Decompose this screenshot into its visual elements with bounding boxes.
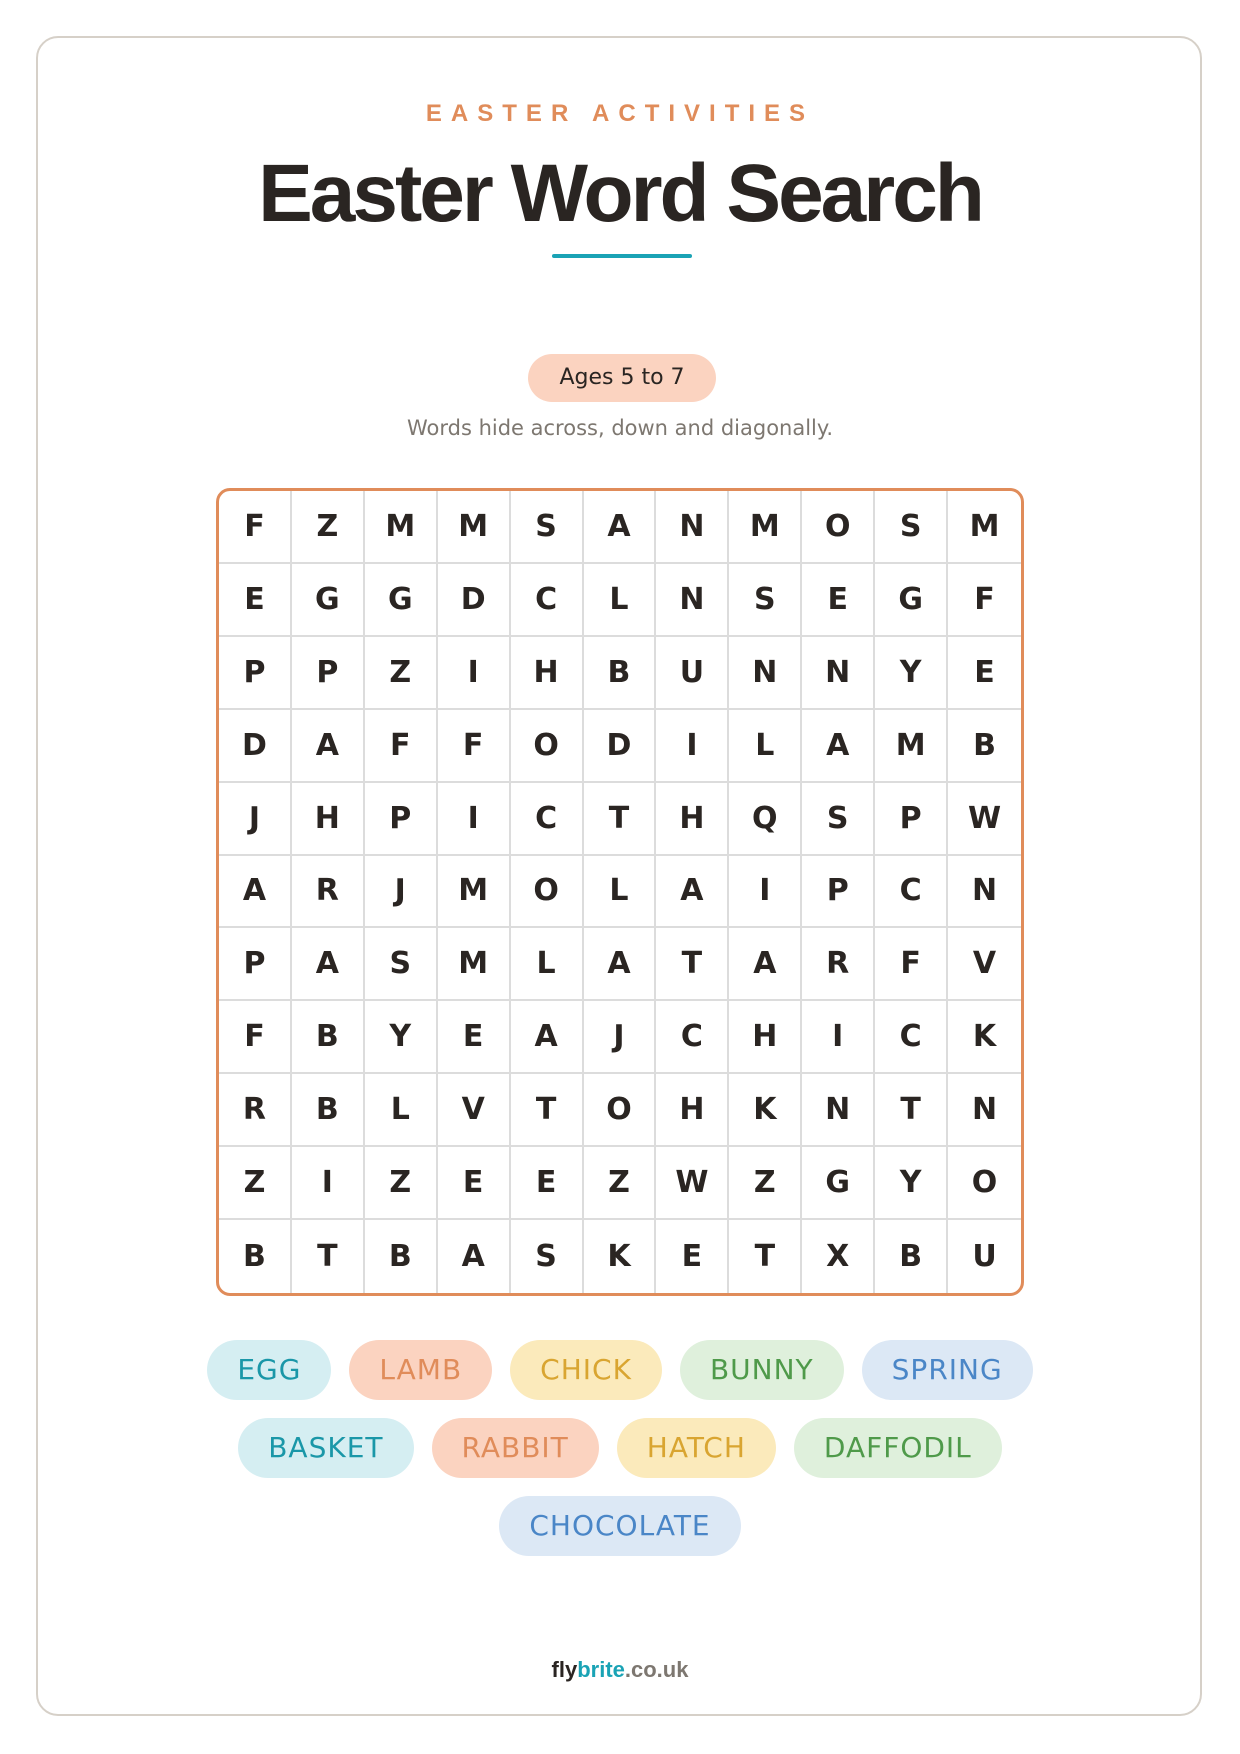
grid-cell[interactable]: U <box>972 1239 997 1275</box>
grid-cell[interactable]: B <box>948 710 1021 783</box>
grid-cell[interactable]: T <box>584 783 657 856</box>
footer-brand <box>0 1657 1240 1683</box>
grid-cell[interactable]: A <box>656 856 729 929</box>
grid-cell[interactable]: E <box>438 1001 511 1074</box>
grid-cell[interactable]: R <box>802 928 875 1001</box>
grid-cell[interactable]: Q <box>729 783 802 856</box>
grid-cell[interactable]: A <box>438 1220 511 1293</box>
grid-cell[interactable]: I <box>656 710 729 783</box>
grid-cell[interactable]: J <box>365 856 438 929</box>
word-search-grid <box>216 488 1024 1296</box>
title-underline <box>552 254 692 258</box>
footer-brand-fly: fly <box>551 1657 578 1682</box>
grid-cell[interactable]: I <box>729 856 802 929</box>
grid-cell[interactable]: W <box>656 1147 729 1220</box>
grid-cell[interactable]: H <box>656 783 729 856</box>
grid-cell[interactable]: C <box>656 1001 729 1074</box>
word-list-row <box>238 1418 1002 1478</box>
grid-cell[interactable]: S <box>365 928 438 1001</box>
age-badge: Ages 5 to 7 <box>528 354 716 402</box>
grid-cell[interactable]: N <box>948 856 1021 929</box>
grid-cell[interactable]: U <box>656 637 729 710</box>
grid-cell[interactable]: Z <box>292 491 365 564</box>
grid-cell[interactable]: M <box>948 491 1021 564</box>
grid-cell[interactable]: M <box>438 856 511 929</box>
grid-cell[interactable]: S <box>511 1220 584 1293</box>
grid-cell[interactable]: I <box>438 783 511 856</box>
grid-cell[interactable]: C <box>511 783 584 856</box>
grid-cell[interactable]: M <box>438 928 511 1001</box>
grid-cell[interactable]: O <box>948 1147 1021 1220</box>
grid-cell[interactable]: M <box>365 491 438 564</box>
grid-cell[interactable]: F <box>219 491 292 564</box>
grid-cell[interactable]: F <box>948 564 1021 637</box>
grid-cell[interactable]: S <box>511 491 584 564</box>
grid-cell[interactable]: D <box>438 564 511 637</box>
grid-cell[interactable]: V <box>438 1074 511 1147</box>
word-pill-lamb: LAMB <box>349 1340 492 1400</box>
grid-cell[interactable]: Y <box>875 637 948 710</box>
grid-cell[interactable]: P <box>219 637 292 710</box>
grid-cell[interactable]: A <box>292 928 365 1001</box>
grid-cell[interactable]: A <box>584 928 657 1001</box>
word-pill-daffodil: DAFFODIL <box>794 1418 1002 1478</box>
grid-cell[interactable]: T <box>875 1074 948 1147</box>
grid-cell[interactable]: F <box>438 710 511 783</box>
word-pill-egg: EGG <box>207 1340 331 1400</box>
grid-cell[interactable]: Z <box>365 1147 438 1220</box>
grid-cell[interactable]: Y <box>875 1147 948 1220</box>
grid-cell[interactable]: N <box>656 491 729 564</box>
grid-cell[interactable]: E <box>511 1147 584 1220</box>
grid-cell[interactable]: A <box>292 710 365 783</box>
word-list <box>160 1340 1080 1556</box>
grid-cell[interactable]: E <box>219 564 292 637</box>
grid-cell[interactable]: M <box>729 491 802 564</box>
grid-cell[interactable]: T <box>729 1220 802 1293</box>
grid-cell[interactable]: A <box>219 856 292 929</box>
grid-cell[interactable]: L <box>365 1074 438 1147</box>
grid-cell[interactable]: H <box>656 1074 729 1147</box>
word-pill-hatch: HATCH <box>617 1418 776 1478</box>
grid-cell[interactable]: N <box>656 564 729 637</box>
grid-cell[interactable]: Z <box>584 1147 657 1220</box>
word-pill-rabbit: RABBIT <box>432 1418 599 1478</box>
grid-cell[interactable]: N <box>802 1074 875 1147</box>
grid-cell[interactable]: A <box>729 928 802 1001</box>
word-pill-bunny: BUNNY <box>680 1340 844 1400</box>
grid-cell[interactable]: H <box>511 637 584 710</box>
instructions-text: Words hide across, down and diagonally. <box>406 416 834 440</box>
grid-cell[interactable]: T <box>656 928 729 1001</box>
grid-cell[interactable]: B <box>292 1001 365 1074</box>
grid-cell[interactable]: X <box>802 1220 875 1293</box>
grid-cell[interactable]: D <box>219 710 292 783</box>
grid-cell[interactable]: T <box>292 1220 365 1293</box>
grid-cell[interactable]: N <box>729 637 802 710</box>
grid-cell[interactable]: D <box>584 710 657 783</box>
grid-cell[interactable]: Z <box>219 1147 292 1220</box>
word-pill-basket: BASKET <box>238 1418 413 1478</box>
grid-cell[interactable]: B <box>875 1220 948 1293</box>
grid-cell[interactable]: I <box>802 1001 875 1074</box>
grid-cell[interactable]: G <box>802 1147 875 1220</box>
grid-cell[interactable]: P <box>802 856 875 929</box>
grid-cell[interactable]: P <box>292 637 365 710</box>
grid-cell[interactable]: S <box>729 564 802 637</box>
word-pill-chick: CHICK <box>510 1340 662 1400</box>
grid-cell[interactable]: J <box>219 783 292 856</box>
grid-cell[interactable]: Z <box>729 1147 802 1220</box>
grid-cell[interactable]: S <box>875 491 948 564</box>
grid-cell[interactable]: Y <box>365 1001 438 1074</box>
grid-cell[interactable]: P <box>365 783 438 856</box>
grid-cell[interactable]: L <box>729 710 802 783</box>
grid-cell[interactable]: N <box>948 1074 1021 1147</box>
word-pill-chocolate: CHOCOLATE <box>499 1496 740 1556</box>
grid-cell[interactable]: L <box>584 564 657 637</box>
grid-cell[interactable]: B <box>365 1220 438 1293</box>
grid-cell[interactable]: C <box>511 564 584 637</box>
grid-cell[interactable]: F <box>875 928 948 1001</box>
grid-cell[interactable]: L <box>584 856 657 929</box>
grid-cell[interactable]: M <box>438 491 511 564</box>
grid-cell[interactable]: C <box>875 1001 948 1074</box>
grid-cell[interactable]: O <box>802 491 875 564</box>
word-pill-spring: SPRING <box>862 1340 1033 1400</box>
grid-cell[interactable]: R <box>292 856 365 929</box>
grid-cell[interactable]: E <box>948 637 1021 710</box>
grid-cell[interactable]: G <box>875 564 948 637</box>
grid-cell[interactable]: E <box>438 1147 511 1220</box>
grid-cell[interactable]: V <box>948 928 1021 1001</box>
grid-cell[interactable]: T <box>511 1074 584 1147</box>
grid-cell[interactable]: K <box>729 1074 802 1147</box>
grid-cell[interactable]: R <box>219 1074 292 1147</box>
grid-cell[interactable]: F <box>219 1001 292 1074</box>
page-title: Easter Word Search <box>258 148 982 239</box>
word-list-row <box>499 1496 740 1556</box>
grid-cell[interactable]: A <box>802 710 875 783</box>
grid-cell[interactable]: B <box>219 1220 292 1293</box>
grid-cell[interactable]: A <box>511 1001 584 1074</box>
grid-cell[interactable]: O <box>511 856 584 929</box>
grid-cell[interactable]: P <box>219 928 292 1001</box>
grid-cell[interactable]: I <box>292 1147 365 1220</box>
grid-cell[interactable]: E <box>656 1220 729 1293</box>
grid-cell[interactable]: S <box>802 783 875 856</box>
grid-cell[interactable]: H <box>729 1001 802 1074</box>
grid-cell[interactable]: N <box>802 637 875 710</box>
word-list-row <box>207 1340 1032 1400</box>
grid-cell[interactable]: M <box>875 710 948 783</box>
grid-cell[interactable]: W <box>948 783 1021 856</box>
grid-cell[interactable]: G <box>365 564 438 637</box>
grid-cell[interactable]: I <box>438 637 511 710</box>
grid-cell[interactable]: E <box>802 564 875 637</box>
grid-cell[interactable]: F <box>365 710 438 783</box>
section-kicker: EASTER ACTIVITIES <box>425 100 815 127</box>
grid-cell[interactable]: Z <box>365 637 438 710</box>
grid-cell[interactable]: O <box>511 710 584 783</box>
grid-cell[interactable]: H <box>292 783 365 856</box>
grid-cell[interactable]: O <box>584 1074 657 1147</box>
footer-brand-domain: .co.uk <box>624 1657 689 1682</box>
grid-cell[interactable]: L <box>511 928 584 1001</box>
grid-cell[interactable]: B <box>292 1074 365 1147</box>
grid-cell[interactable]: G <box>292 564 365 637</box>
grid-cell[interactable]: K <box>584 1220 657 1293</box>
grid-cell[interactable]: B <box>584 637 657 710</box>
footer-brand-brite: brite <box>577 1657 625 1682</box>
grid-cell[interactable]: C <box>875 856 948 929</box>
grid-cell[interactable]: P <box>875 783 948 856</box>
grid-cell[interactable]: K <box>948 1001 1021 1074</box>
grid-cell[interactable]: J <box>584 1001 657 1074</box>
grid-cell[interactable]: A <box>584 491 657 564</box>
